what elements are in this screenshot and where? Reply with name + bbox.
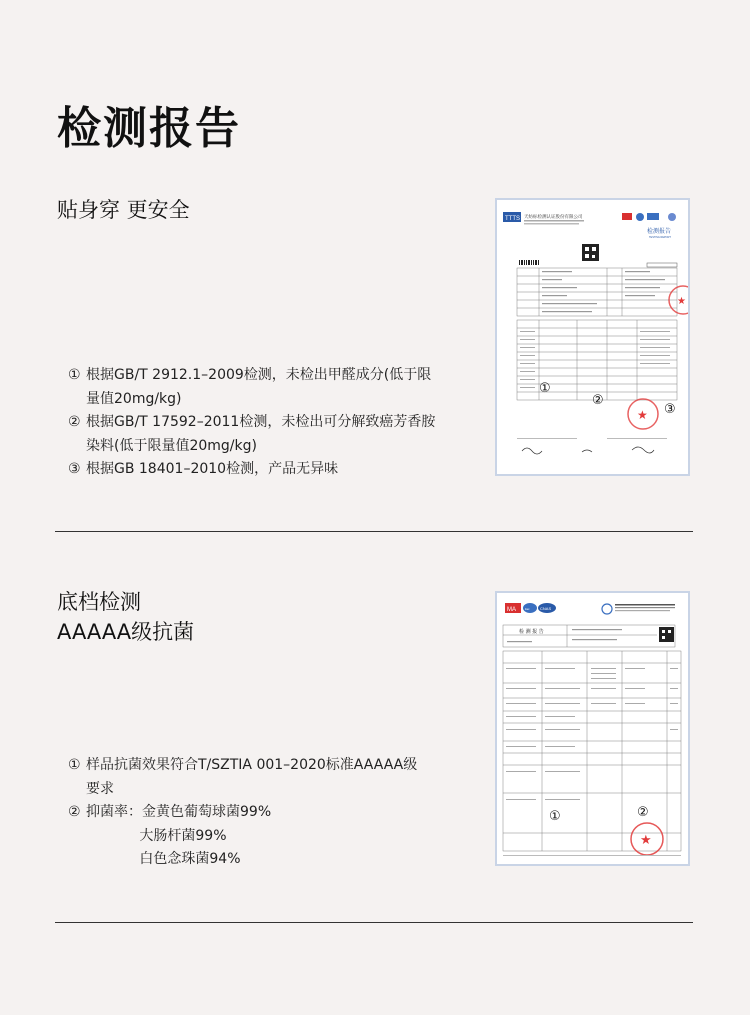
svg-text:检测报告: 检测报告 (647, 228, 672, 235)
svg-text:TESTING REPORT: TESTING REPORT (649, 236, 671, 239)
svg-text:★: ★ (677, 296, 686, 307)
divider-2 (55, 922, 693, 923)
section1-heading: 贴身穿 更安全 (57, 198, 190, 222)
marker-2: ② (592, 393, 604, 408)
divider-1 (55, 531, 693, 532)
svg-text:MA: MA (507, 607, 516, 613)
svg-text:CNAS: CNAS (540, 606, 552, 611)
svg-text:★: ★ (637, 408, 648, 422)
section2-heading: 底档检测 AAAAA级抗菌 (57, 590, 195, 644)
test-report-image-2 (495, 591, 690, 866)
qr-code-icon (582, 244, 599, 261)
list-item: ③ 根据GB 18401–2010检测，产品无异味 (68, 461, 339, 477)
section2-list (68, 754, 417, 872)
svg-text:天纺标检测认证股份有限公司: 天纺标检测认证股份有限公司 (524, 215, 583, 220)
marker-1: ① (539, 381, 551, 396)
list-item: ② 抑菌率：金黄色葡萄球菌99% 大肠杆菌99% 白色念珠菌94% (68, 804, 272, 867)
svg-text:检 测 报 告: 检 测 报 告 (519, 629, 544, 635)
marker-1: ① (549, 809, 561, 824)
section1-list (68, 364, 435, 482)
svg-text:TTTS: TTTS (505, 216, 520, 222)
marker-3: ③ (664, 402, 676, 417)
list-item: ① 样品抗菌效果符合T/SZTIA 001–2020标准AAAAA级 要求 (68, 757, 418, 797)
svg-text:ilac: ilac (525, 607, 530, 611)
marker-2: ② (637, 805, 649, 820)
qr-code-icon (659, 627, 674, 642)
svg-text:★: ★ (640, 833, 652, 848)
list-item: ② 根据GB/T 17592–2011检测，未检出可分解致癌芳香胺 染料(低于限量值20mg/kg) (68, 414, 436, 454)
list-item: ① 根据GB/T 2912.1–2009检测，未检出甲醛成分(低于限 量值20mg/kg) (68, 367, 432, 407)
page-title: 检测报告 (57, 103, 241, 154)
test-report-image-1 (495, 198, 690, 476)
